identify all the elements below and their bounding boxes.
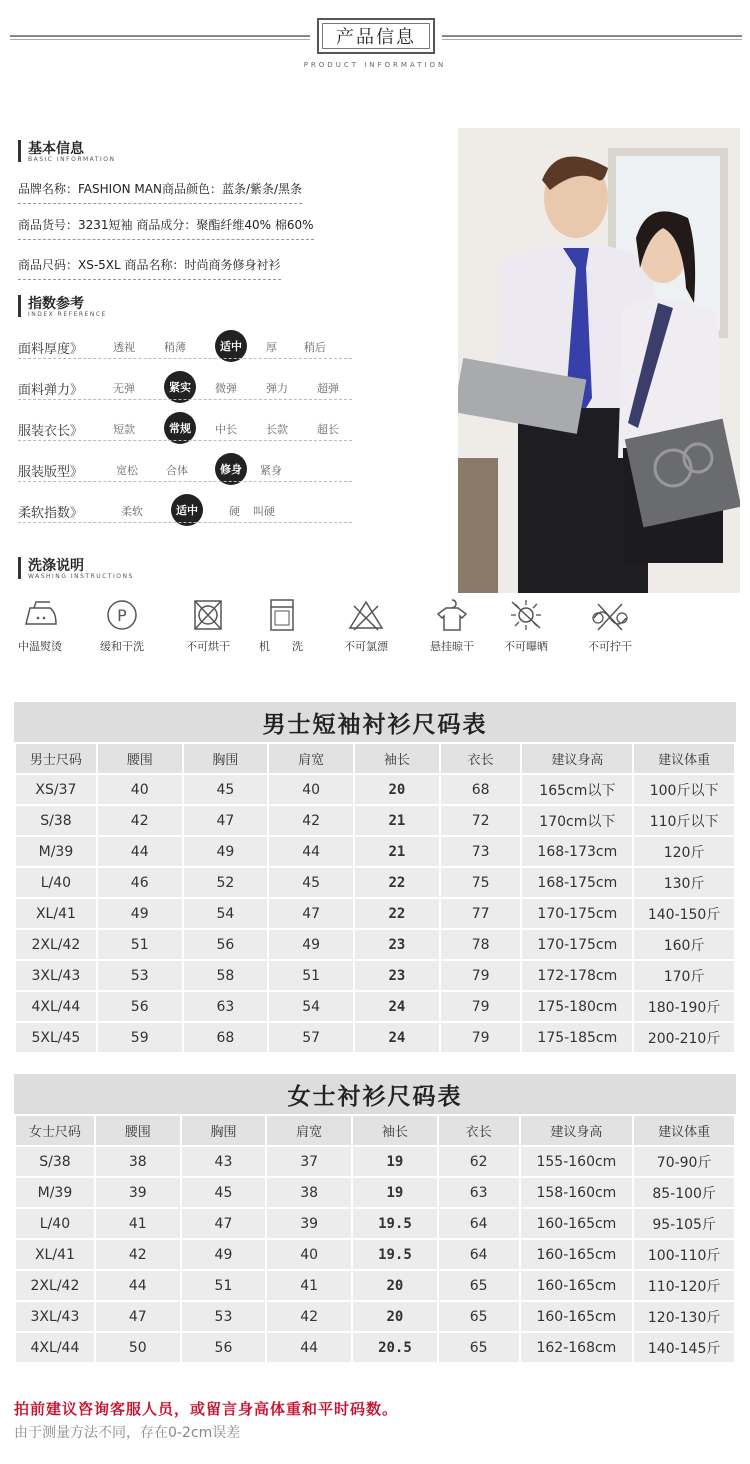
table-cell: 20 — [353, 1302, 437, 1331]
table-cell: 47 — [96, 1302, 180, 1331]
table-cell: 51 — [98, 930, 182, 959]
info-row-size: 商品尺码：XS-5XL 商品名称：时尚商务修身衬衫 — [18, 256, 281, 280]
table-cell: 63 — [184, 992, 268, 1021]
table-cell: 4XL/44 — [16, 1333, 94, 1362]
table-cell: 40 — [269, 775, 353, 804]
table-cell: 200-210斤 — [634, 1023, 734, 1052]
table-cell: 37 — [267, 1147, 351, 1176]
table-cell: 75 — [441, 868, 521, 897]
table-cell: 50 — [96, 1333, 180, 1362]
table-cell: 23 — [355, 930, 439, 959]
iron-icon — [20, 598, 60, 632]
table-header-row — [16, 1116, 734, 1145]
table-cell: 38 — [96, 1147, 180, 1176]
index-row-label: 服装衣长》 — [18, 424, 84, 439]
table-cell: 22 — [355, 899, 439, 928]
women-size-table — [14, 1114, 736, 1364]
table-cell: 59 — [98, 1023, 182, 1052]
table-cell: 53 — [98, 961, 182, 990]
table-cell: 19.5 — [353, 1209, 437, 1238]
product-photo — [458, 128, 740, 593]
table-cell: 3XL/43 — [16, 961, 96, 990]
index-option: 合体 — [166, 464, 188, 477]
table-cell: S/38 — [16, 1147, 94, 1176]
table-cell: 39 — [96, 1178, 180, 1207]
table-cell: 38 — [267, 1178, 351, 1207]
table-cell: 56 — [182, 1333, 266, 1362]
measurement-note: 由于测量方法不同，存在0-2cm误差 — [14, 1425, 241, 1441]
info-row-sku: 商品货号：3231短袖 商品成分：聚酯纤维40% 棉60% — [18, 216, 314, 240]
header-line-left — [10, 35, 310, 37]
wash-item-no-wring: 不可拧干 — [580, 598, 640, 654]
table-cell: 68 — [441, 775, 521, 804]
table-header-cell: 胸围 — [184, 744, 268, 773]
machine-wash-icon — [261, 598, 301, 632]
page-header — [0, 0, 750, 80]
table-cell: 21 — [355, 837, 439, 866]
wash-item-machine: 机 洗 — [248, 598, 314, 654]
table-header-cell: 胸围 — [182, 1116, 266, 1145]
table-cell: 160-165cm — [521, 1271, 633, 1300]
table-cell: 40 — [267, 1240, 351, 1269]
table-cell: 21 — [355, 806, 439, 835]
table-cell: 4XL/44 — [16, 992, 96, 1021]
table-cell: L/40 — [16, 1209, 94, 1238]
table-cell: 79 — [441, 1023, 521, 1052]
table-cell: 49 — [269, 930, 353, 959]
table-cell: 79 — [441, 992, 521, 1021]
header-line-right — [442, 35, 742, 37]
table-cell: 63 — [439, 1178, 519, 1207]
index-option: 长款 — [266, 423, 288, 436]
table-cell: 47 — [269, 899, 353, 928]
table-cell: 140-145斤 — [634, 1333, 734, 1362]
table-row — [16, 775, 734, 804]
table-cell: 54 — [269, 992, 353, 1021]
table-cell: 3XL/43 — [16, 1302, 94, 1331]
wash-item-no-bleach: 不可氯漂 — [336, 598, 396, 654]
table-cell: 130斤 — [634, 868, 734, 897]
table-cell: M/39 — [16, 1178, 94, 1207]
header-line-right-thin — [442, 39, 742, 40]
table-cell: 158-160cm — [521, 1178, 633, 1207]
table-row — [16, 1147, 734, 1176]
table-cell: 120-130斤 — [634, 1302, 734, 1331]
table-cell: 72 — [441, 806, 521, 835]
index-option: 厚 — [266, 341, 277, 354]
table-header-cell: 袖长 — [353, 1116, 437, 1145]
table-cell: 45 — [184, 775, 268, 804]
table-cell: 51 — [182, 1271, 266, 1300]
table-header-row — [16, 744, 734, 773]
table-row — [16, 1209, 734, 1238]
table-cell: 49 — [184, 837, 268, 866]
table-cell: 44 — [96, 1271, 180, 1300]
no-sun-icon — [506, 598, 546, 632]
index-option: 超长 — [317, 423, 339, 436]
table-cell: 5XL/45 — [16, 1023, 96, 1052]
consult-note: 拍前建议咨询客服人员，或留言身高体重和平时码数。 — [14, 1400, 399, 1418]
table-header-cell: 衣长 — [439, 1116, 519, 1145]
table-cell: 78 — [441, 930, 521, 959]
basic-info-title: 基本信息 — [28, 141, 84, 157]
table-cell: 46 — [98, 868, 182, 897]
table-row — [16, 1240, 734, 1269]
no-tumble-dry-icon — [188, 598, 228, 632]
index-option-selected: 紧实 — [164, 371, 196, 403]
table-cell: XL/41 — [16, 1240, 94, 1269]
table-header-cell: 肩宽 — [267, 1116, 351, 1145]
no-wring-icon — [590, 598, 630, 632]
table-cell: 155-160cm — [521, 1147, 633, 1176]
index-row-label: 服装版型》 — [18, 465, 84, 480]
index-option: 硬 — [229, 505, 240, 518]
table-cell: XL/41 — [16, 899, 96, 928]
table-cell: 56 — [184, 930, 268, 959]
table-header-cell: 腰围 — [98, 744, 182, 773]
index-option: 弹力 — [266, 382, 288, 395]
table-header-cell: 腰围 — [96, 1116, 180, 1145]
table-row — [16, 1023, 734, 1052]
table-cell: 165cm以下 — [522, 775, 632, 804]
table-cell: 24 — [355, 992, 439, 1021]
table-cell: 42 — [96, 1240, 180, 1269]
men-size-table-title: 男士短袖衬衫尺码表 — [14, 702, 736, 742]
table-cell: 110斤以下 — [634, 806, 734, 835]
table-cell: 40 — [98, 775, 182, 804]
table-cell: 85-100斤 — [634, 1178, 734, 1207]
table-cell: 57 — [269, 1023, 353, 1052]
table-header-cell: 女士尺码 — [16, 1116, 94, 1145]
table-cell: 54 — [184, 899, 268, 928]
table-row — [16, 1178, 734, 1207]
table-cell: 170斤 — [634, 961, 734, 990]
index-row — [18, 496, 352, 526]
table-cell: 23 — [355, 961, 439, 990]
svg-text:P: P — [117, 606, 127, 625]
table-cell: 41 — [267, 1271, 351, 1300]
table-cell: 160-165cm — [521, 1209, 633, 1238]
table-cell: 43 — [182, 1147, 266, 1176]
wash-item-no-tumble: 不可烘干 — [180, 598, 236, 654]
table-cell: 42 — [98, 806, 182, 835]
table-header-cell: 衣长 — [441, 744, 521, 773]
table-cell: 180-190斤 — [634, 992, 734, 1021]
table-cell: 168-173cm — [522, 837, 632, 866]
table-header-cell: 建议身高 — [521, 1116, 633, 1145]
index-option-selected: 适中 — [215, 330, 247, 362]
table-cell: 24 — [355, 1023, 439, 1052]
page-title: 产品信息 — [317, 18, 435, 54]
table-header-cell: 建议身高 — [522, 744, 632, 773]
table-cell: 162-168cm — [521, 1333, 633, 1362]
table-cell: 170-175cm — [522, 930, 632, 959]
table-cell: 44 — [269, 837, 353, 866]
table-cell: 64 — [439, 1240, 519, 1269]
table-cell: 73 — [441, 837, 521, 866]
table-cell: 160-165cm — [521, 1240, 633, 1269]
index-option-selected: 修身 — [215, 453, 247, 485]
index-option: 微弹 — [215, 382, 237, 395]
page-subtitle: PRODUCT INFORMATION — [303, 61, 447, 69]
table-cell: 170cm以下 — [522, 806, 632, 835]
table-row — [16, 1302, 734, 1331]
table-cell: 51 — [269, 961, 353, 990]
table-cell: 140-150斤 — [634, 899, 734, 928]
index-row — [18, 373, 352, 403]
index-option: 稍后 — [304, 341, 326, 354]
table-cell: 120斤 — [634, 837, 734, 866]
index-row — [18, 455, 352, 485]
table-row — [16, 806, 734, 835]
table-row — [16, 899, 734, 928]
table-cell: XS/37 — [16, 775, 96, 804]
table-cell: 160斤 — [634, 930, 734, 959]
washing-title: 洗涤说明 — [28, 558, 84, 574]
index-option: 宽松 — [116, 464, 138, 477]
index-title: 指数参考 — [28, 296, 84, 312]
index-row — [18, 332, 352, 362]
table-cell: L/40 — [16, 868, 96, 897]
index-subtitle: INDEX REFERENCE — [28, 311, 107, 318]
basic-info-subtitle: BASIC INFORMATION — [28, 156, 116, 163]
table-cell: 20 — [355, 775, 439, 804]
table-cell: 41 — [96, 1209, 180, 1238]
header-line-left-thin — [10, 39, 310, 40]
table-cell: 77 — [441, 899, 521, 928]
index-option-selected: 常规 — [164, 412, 196, 444]
table-cell: 47 — [182, 1209, 266, 1238]
table-row — [16, 930, 734, 959]
table-cell: 175-180cm — [522, 992, 632, 1021]
table-cell: 52 — [184, 868, 268, 897]
table-cell: 168-175cm — [522, 868, 632, 897]
table-cell: 45 — [269, 868, 353, 897]
table-cell: 49 — [98, 899, 182, 928]
table-row — [16, 1271, 734, 1300]
table-cell: 2XL/42 — [16, 930, 96, 959]
table-cell: 39 — [267, 1209, 351, 1238]
table-cell: 53 — [182, 1302, 266, 1331]
table-cell: 175-185cm — [522, 1023, 632, 1052]
table-cell: 65 — [439, 1302, 519, 1331]
table-cell: 20 — [353, 1271, 437, 1300]
table-cell: S/38 — [16, 806, 96, 835]
index-option: 无弹 — [113, 382, 135, 395]
index-option: 叫硬 — [253, 505, 275, 518]
table-cell: 44 — [98, 837, 182, 866]
index-option-selected: 适中 — [171, 494, 203, 526]
table-cell: 65 — [439, 1333, 519, 1362]
table-cell: 44 — [267, 1333, 351, 1362]
table-cell: 100斤以下 — [634, 775, 734, 804]
washing-icons — [0, 598, 750, 662]
wash-item-iron: 中温熨烫 — [12, 598, 68, 654]
index-option: 透视 — [113, 341, 135, 354]
table-header-cell: 建议体重 — [634, 744, 734, 773]
table-cell: 64 — [439, 1209, 519, 1238]
wash-item-hang-dry: 悬挂晾干 — [422, 598, 482, 654]
table-row — [16, 961, 734, 990]
table-cell: 42 — [269, 806, 353, 835]
table-cell: 42 — [267, 1302, 351, 1331]
table-cell: 70-90斤 — [634, 1147, 734, 1176]
table-row — [16, 837, 734, 866]
table-cell: 22 — [355, 868, 439, 897]
hang-dry-icon — [432, 598, 472, 632]
index-row-label: 柔软指数》 — [18, 506, 84, 521]
table-cell: 79 — [441, 961, 521, 990]
index-option: 中长 — [215, 423, 237, 436]
table-cell: 47 — [184, 806, 268, 835]
table-cell: 45 — [182, 1178, 266, 1207]
table-cell: 62 — [439, 1147, 519, 1176]
women-size-table-title: 女士衬衫尺码表 — [14, 1074, 736, 1114]
index-option: 柔软 — [121, 505, 143, 518]
table-cell: 95-105斤 — [634, 1209, 734, 1238]
table-cell: 68 — [184, 1023, 268, 1052]
wash-item-no-sun: 不可曝晒 — [496, 598, 556, 654]
table-cell: M/39 — [16, 837, 96, 866]
dry-clean-icon — [102, 598, 142, 632]
index-row — [18, 414, 352, 444]
table-cell: 58 — [184, 961, 268, 990]
table-row — [16, 992, 734, 1021]
table-header-cell: 建议体重 — [634, 1116, 734, 1145]
index-option: 紧身 — [260, 464, 282, 477]
table-header-cell: 肩宽 — [269, 744, 353, 773]
table-row — [16, 1333, 734, 1362]
table-cell: 160-165cm — [521, 1302, 633, 1331]
table-cell: 19.5 — [353, 1240, 437, 1269]
table-cell: 100-110斤 — [634, 1240, 734, 1269]
no-bleach-icon — [346, 598, 386, 632]
table-cell: 170-175cm — [522, 899, 632, 928]
index-option: 短款 — [113, 423, 135, 436]
table-cell: 19 — [353, 1178, 437, 1207]
table-cell: 172-178cm — [522, 961, 632, 990]
table-cell: 19 — [353, 1147, 437, 1176]
table-cell: 20.5 — [353, 1333, 437, 1362]
index-row-label: 面料弹力》 — [18, 383, 84, 398]
table-header-cell: 男士尺码 — [16, 744, 96, 773]
index-option: 超弹 — [317, 382, 339, 395]
table-cell: 2XL/42 — [16, 1271, 94, 1300]
table-cell: 65 — [439, 1271, 519, 1300]
table-row — [16, 868, 734, 897]
men-size-table — [14, 742, 736, 1054]
table-cell: 49 — [182, 1240, 266, 1269]
info-row-brand: 品牌名称：FASHION MAN商品颜色：蓝条/紫条/黑条 — [18, 180, 302, 204]
index-row-label: 面料厚度》 — [18, 342, 84, 357]
washing-subtitle: WASHING INSTRUCTIONS — [28, 573, 134, 580]
table-header-cell: 袖长 — [355, 744, 439, 773]
table-cell: 110-120斤 — [634, 1271, 734, 1300]
table-cell: 56 — [98, 992, 182, 1021]
index-option: 稍薄 — [164, 341, 186, 354]
wash-item-dryclean: P 缓和干洗 — [94, 598, 150, 654]
